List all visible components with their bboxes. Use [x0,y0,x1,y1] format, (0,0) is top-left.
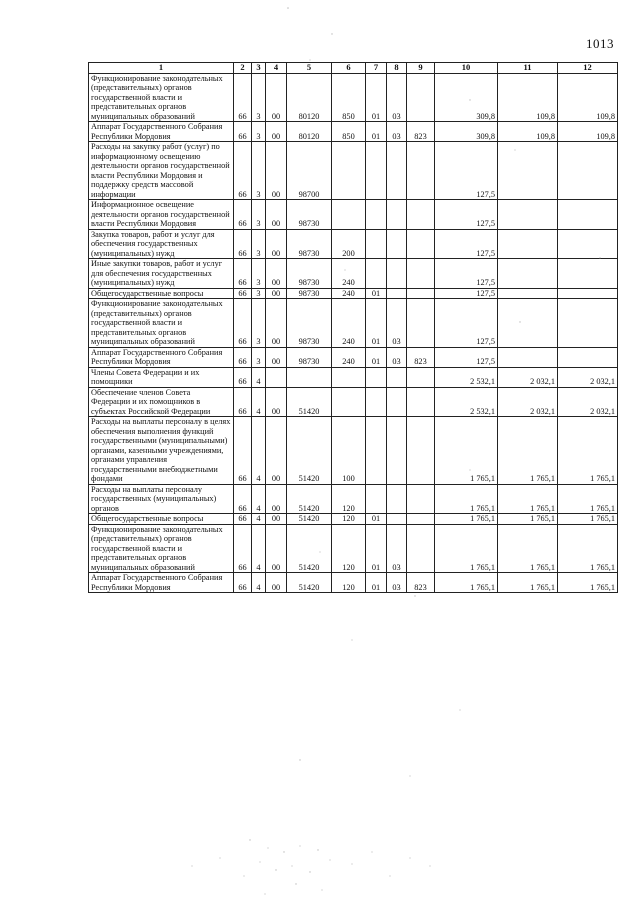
row-name-cell: Общегосударственные вопросы [89,514,234,525]
code-cell: 80120 [287,73,332,122]
amount-cell [558,200,618,230]
amount-cell: 1 765,1 [558,524,618,573]
table-row [89,417,618,485]
row-name-cell: Расходы на выплаты персоналу в целях обеспечения выполнения функций государственными (муниципальными) органами, казенными учреждениями, органами управления государственными внебюджетными фондами [89,417,234,485]
code-cell: 120 [332,484,366,514]
code-cell: 00 [266,347,287,367]
amount-cell: 1 765,1 [435,524,498,573]
table-row [89,387,618,417]
table-row [89,524,618,573]
code-cell [407,73,435,122]
code-cell: 03 [387,73,407,122]
code-cell: 66 [234,288,252,299]
code-cell: 850 [332,73,366,122]
amount-cell: 1 765,1 [435,573,498,593]
amount-cell: 1 765,1 [558,484,618,514]
code-cell: 51420 [287,573,332,593]
code-cell [366,417,387,485]
code-cell [366,259,387,289]
code-cell: 66 [234,417,252,485]
code-cell: 98730 [287,200,332,230]
amount-cell: 1 765,1 [558,573,618,593]
code-cell: 3 [252,288,266,299]
code-cell: 850 [332,122,366,142]
code-cell: 00 [266,573,287,593]
code-cell: 3 [252,299,266,348]
code-cell [407,367,435,387]
amount-cell: 127,5 [435,229,498,259]
code-cell: 200 [332,229,366,259]
code-cell: 00 [266,484,287,514]
amount-cell: 1 765,1 [435,484,498,514]
code-cell [366,367,387,387]
code-cell: 00 [266,122,287,142]
code-cell: 66 [234,259,252,289]
code-cell: 01 [366,347,387,367]
row-name-cell: Расходы на выплаты персоналу государственных (муниципальных) органов [89,484,234,514]
table-row [89,484,618,514]
table-row [89,259,618,289]
code-cell: 51420 [287,387,332,417]
code-cell: 03 [387,347,407,367]
code-cell: 51420 [287,514,332,525]
code-cell [366,200,387,230]
code-cell: 98730 [287,347,332,367]
code-cell: 240 [332,299,366,348]
code-cell: 3 [252,122,266,142]
code-cell: 00 [266,73,287,122]
code-cell: 3 [252,259,266,289]
code-cell: 00 [266,142,287,200]
code-cell: 823 [407,573,435,593]
code-cell: 66 [234,387,252,417]
code-cell: 4 [252,417,266,485]
code-cell [332,387,366,417]
code-cell [407,229,435,259]
row-name-cell: Информационное освещение деятельности органов государственной власти Республики Мордовия [89,200,234,230]
code-cell: 00 [266,200,287,230]
code-cell [407,288,435,299]
code-cell: 98700 [287,142,332,200]
code-cell: 00 [266,524,287,573]
amount-cell: 1 765,1 [558,417,618,485]
amount-cell: 1 765,1 [435,417,498,485]
row-name-cell: Аппарат Государственного Собрания Республики Мордовия [89,347,234,367]
row-name-cell: Общегосударственные вопросы [89,288,234,299]
amount-cell: 309,8 [435,122,498,142]
code-cell: 51420 [287,417,332,485]
code-cell: 66 [234,524,252,573]
code-cell: 01 [366,73,387,122]
amount-cell: 127,5 [435,142,498,200]
amount-cell: 2 532,1 [435,387,498,417]
amount-cell: 2 032,1 [558,387,618,417]
column-header: 5 [287,63,332,74]
table-row [89,367,618,387]
table-row [89,573,618,593]
amount-cell [498,142,558,200]
amount-cell: 1 765,1 [498,514,558,525]
code-cell: 66 [234,484,252,514]
amount-cell: 309,8 [435,73,498,122]
table-row [89,514,618,525]
code-cell: 66 [234,299,252,348]
amount-cell: 1 765,1 [498,417,558,485]
code-cell: 98730 [287,259,332,289]
table-row [89,200,618,230]
code-cell [387,288,407,299]
code-cell [407,524,435,573]
amount-cell: 127,5 [435,347,498,367]
code-cell: 03 [387,524,407,573]
code-cell [387,200,407,230]
code-cell: 4 [252,514,266,525]
code-cell: 4 [252,573,266,593]
page-number: 1013 [586,36,614,51]
row-name-cell: Аппарат Государственного Собрания Республики Мордовия [89,122,234,142]
amount-cell: 109,8 [558,122,618,142]
amount-cell: 109,8 [498,122,558,142]
code-cell [407,200,435,230]
amount-cell [498,347,558,367]
column-header: 8 [387,63,407,74]
code-cell [366,229,387,259]
code-cell [407,142,435,200]
amount-cell [558,299,618,348]
table-row [89,229,618,259]
amount-cell [558,229,618,259]
code-cell: 240 [332,259,366,289]
row-name-cell: Члены Совета Федерации и их помощники [89,367,234,387]
code-cell [387,387,407,417]
code-cell: 66 [234,347,252,367]
code-cell: 4 [252,484,266,514]
table-body [89,73,618,593]
table-row [89,142,618,200]
code-cell: 100 [332,417,366,485]
code-cell: 66 [234,200,252,230]
column-header: 10 [435,63,498,74]
amount-cell: 109,8 [498,73,558,122]
code-cell: 51420 [287,484,332,514]
amount-cell [498,299,558,348]
code-cell: 00 [266,514,287,525]
code-cell: 01 [366,288,387,299]
code-cell [387,229,407,259]
amount-cell: 1 765,1 [498,573,558,593]
code-cell: 3 [252,73,266,122]
code-cell [287,367,332,387]
row-name-cell: Аппарат Государственного Собрания Республики Мордовия [89,573,234,593]
code-cell: 00 [266,288,287,299]
code-cell: 00 [266,229,287,259]
row-name-cell: Функционирование законодательных (представительных) органов государственной власти и представительных органов муниципальных образований [89,299,234,348]
code-cell: 51420 [287,524,332,573]
amount-cell: 1 765,1 [558,514,618,525]
column-header: 11 [498,63,558,74]
column-header: 3 [252,63,266,74]
amount-cell: 127,5 [435,288,498,299]
code-cell: 66 [234,573,252,593]
code-cell [387,484,407,514]
code-cell: 4 [252,387,266,417]
code-cell: 3 [252,229,266,259]
amount-cell: 2 032,1 [558,367,618,387]
code-cell: 00 [266,417,287,485]
code-cell: 4 [252,367,266,387]
code-cell: 3 [252,200,266,230]
code-cell [387,142,407,200]
code-cell [407,387,435,417]
code-cell [387,367,407,387]
code-cell: 66 [234,73,252,122]
column-header: 12 [558,63,618,74]
row-name-cell: Расходы на закупку работ (услуг) по информационному освещению деятельности органов государственной власти Республики Мордовия и поддержку средств массовой информации [89,142,234,200]
code-cell: 240 [332,288,366,299]
amount-cell [498,259,558,289]
code-cell: 03 [387,573,407,593]
code-cell [407,514,435,525]
amount-cell: 1 765,1 [498,484,558,514]
code-cell: 00 [266,259,287,289]
code-cell: 01 [366,122,387,142]
amount-cell [498,288,558,299]
code-cell: 01 [366,299,387,348]
code-cell [332,367,366,387]
amount-cell: 2 532,1 [435,367,498,387]
amount-cell [558,142,618,200]
code-cell: 66 [234,122,252,142]
code-cell: 4 [252,524,266,573]
code-cell: 3 [252,142,266,200]
code-cell [387,514,407,525]
code-cell: 03 [387,122,407,142]
code-cell [266,367,287,387]
row-name-cell: Иные закупки товаров, работ и услуг для обеспечения государственных (муниципальных) нужд [89,259,234,289]
code-cell [407,259,435,289]
code-cell: 823 [407,347,435,367]
amount-cell: 127,5 [435,299,498,348]
code-cell [332,142,366,200]
column-header: 9 [407,63,435,74]
header-row [89,63,618,74]
code-cell [387,259,407,289]
code-cell: 240 [332,347,366,367]
code-cell: 823 [407,122,435,142]
code-cell: 98730 [287,229,332,259]
column-header: 2 [234,63,252,74]
code-cell: 98730 [287,299,332,348]
table-row [89,288,618,299]
code-cell: 80120 [287,122,332,142]
row-name-cell: Обеспечение членов Совета Федерации и их помощников в субъектах Российской Федерации [89,387,234,417]
amount-cell [558,288,618,299]
code-cell: 66 [234,142,252,200]
row-name-cell: Закупка товаров, работ и услуг для обеспечения государственных (муниципальных) нужд [89,229,234,259]
code-cell: 120 [332,573,366,593]
code-cell: 01 [366,514,387,525]
code-cell: 00 [266,299,287,348]
column-header: 6 [332,63,366,74]
row-name-cell: Функционирование законодательных (представительных) органов государственной власти и представительных органов муниципальных образований [89,524,234,573]
table-row [89,73,618,122]
code-cell: 66 [234,229,252,259]
amount-cell: 109,8 [558,73,618,122]
code-cell: 66 [234,367,252,387]
table-row [89,347,618,367]
code-cell: 98730 [287,288,332,299]
table-row [89,299,618,348]
amount-cell: 127,5 [435,200,498,230]
amount-cell: 2 032,1 [498,367,558,387]
code-cell [366,142,387,200]
code-cell [387,417,407,485]
amount-cell: 1 765,1 [498,524,558,573]
code-cell [407,417,435,485]
code-cell: 120 [332,524,366,573]
code-cell [332,200,366,230]
code-cell: 3 [252,347,266,367]
code-cell: 03 [387,299,407,348]
column-header: 1 [89,63,234,74]
amount-cell: 1 765,1 [435,514,498,525]
code-cell: 01 [366,524,387,573]
code-cell [366,387,387,417]
amount-cell [498,200,558,230]
amount-cell: 127,5 [435,259,498,289]
code-cell [407,299,435,348]
code-cell: 00 [266,387,287,417]
column-header: 4 [266,63,287,74]
code-cell: 66 [234,514,252,525]
amount-cell [498,229,558,259]
code-cell [366,484,387,514]
code-cell: 01 [366,573,387,593]
amount-cell: 2 032,1 [498,387,558,417]
column-header: 7 [366,63,387,74]
code-cell [407,484,435,514]
amount-cell [558,347,618,367]
table-row [89,122,618,142]
row-name-cell: Функционирование законодательных (представительных) органов государственной власти и представительных органов муниципальных образований [89,73,234,122]
budget-table [88,62,618,593]
amount-cell [558,259,618,289]
code-cell: 120 [332,514,366,525]
